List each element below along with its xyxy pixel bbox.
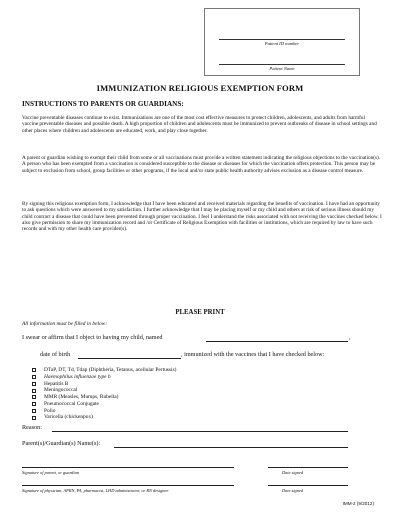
reason-field[interactable] — [52, 431, 348, 432]
dob-label: date of birth — [40, 351, 71, 358]
vaccine-label: Polio — [44, 407, 56, 414]
vaccine-item-dtap — [32, 367, 176, 374]
paragraph-intro: Vaccine preventable diseases continue to exist. Immunizations are one of the most cost effective measures to protect children, adolescents, and adults from harmful vaccine preventable diseases and possible death. A high proportion of children and adolescents must be immunized to prevent outbreaks of disease in school settings and other places where children and adolescents are educated, work, and play close together. — [22, 115, 377, 134]
vaccine-label: Meningococcal — [44, 387, 78, 394]
patient-id-line[interactable] — [219, 39, 345, 40]
physician-signature-field[interactable] — [22, 485, 234, 486]
affirm-comma: , — [349, 334, 351, 341]
vaccine-label: Haemophilus influenzae type b — [44, 373, 111, 380]
paragraph-acknowledgement: By signing this religious exemption form, I acknowledge that I have been educated and received materials regarding the benefits of vaccination. I have had an opportunity to ask questions which were answered to my satisfaction. I further acknowledge that I may be placing myself or my child and others at risk of serious illness should my child contract a disease that could have been prevented through proper vaccination. I feel I understand the risks associated with not receiving the vaccines checked below. I also give permission to share my immunization record and /or Certificate of Religious Exemption with facilities or institutions, which are required by law to have such records and with my other health care provider(s). — [22, 201, 382, 233]
vaccine-item-pneumococcal — [32, 401, 176, 408]
reason-label: Reason: — [22, 424, 42, 431]
dob-field[interactable] — [78, 358, 181, 359]
checkbox[interactable] — [32, 375, 36, 379]
patient-name-label: Patient Name — [269, 66, 295, 71]
form-code-footer: IMM-2 (9/2012) — [342, 501, 374, 506]
paragraph-exemption: A parent or guardian wishing to exempt their child from some or all vaccinations must provide a written statement indicating the religious objections to the vaccination(s). A person who has been exempted from a vaccination is considered susceptible to the disease or diseases for which the vaccination offers protection. This person may be subject to exclusion from school, group facilities or other programs, if the local and/or state public health authority advises exclusion as a disease control measure. — [22, 155, 381, 174]
vaccine-item-meningococcal — [32, 387, 176, 394]
parent-date-label: Date signed — [282, 470, 304, 475]
checkbox[interactable] — [32, 395, 36, 399]
vaccine-list — [32, 367, 176, 421]
all-info-note: All information must be filled in below: — [22, 321, 108, 327]
patient-name-line[interactable] — [219, 64, 345, 65]
patient-id-label: Patient ID number — [264, 41, 300, 46]
checkbox[interactable] — [32, 416, 36, 420]
child-name-field[interactable] — [206, 341, 348, 342]
form-title: IMMUNIZATION RELIGIOUS EXEMPTION FORM — [96, 83, 304, 93]
vaccine-label: Varicella (chickenpox) — [44, 414, 93, 421]
vaccine-item-hepb — [32, 381, 176, 388]
instructions-heading: INSTRUCTIONS TO PARENTS OR GUARDIANS: — [22, 100, 184, 108]
checkbox[interactable] — [32, 368, 36, 372]
vaccine-label: Hepatitis B — [44, 380, 69, 387]
immunized-text: , immunized with the vaccines that I have checked below: — [181, 351, 325, 358]
patient-info-box — [204, 8, 360, 76]
checkbox[interactable] — [32, 389, 36, 393]
vaccine-label: Pneumococcal Conjugate — [44, 400, 99, 407]
parent-name-field[interactable] — [114, 447, 348, 448]
physician-date-field[interactable] — [268, 485, 348, 486]
vaccine-label: MMR (Measles, Mumps, Rubella) — [44, 394, 119, 400]
parent-signature-label: Signature of parent, or guardian — [22, 470, 79, 475]
physician-date-label: Date signed — [282, 488, 304, 493]
checkbox[interactable] — [32, 409, 36, 413]
please-print-heading: PLEASE PRINT — [175, 309, 225, 316]
vaccine-item-hib — [32, 374, 176, 381]
parent-label: Parent(s)/Guardian(s) Name(s): — [22, 440, 101, 447]
checkbox[interactable] — [32, 402, 36, 406]
parent-signature-field[interactable] — [22, 467, 234, 468]
vaccine-item-mmr — [32, 394, 176, 401]
physician-signature-label: Signature of physician, APRN, PA, pharmacist, LHD administrator, or RN designee — [22, 488, 169, 493]
vaccine-item-varicella — [32, 414, 176, 421]
vaccine-label: DTaP, DT, Td, Tdap (Diphtheria, Tetanus, acellular Pertussis) — [44, 367, 177, 373]
affirm-text: I swear or affirm that I object to having my child, named — [22, 334, 163, 341]
parent-date-field[interactable] — [268, 467, 348, 468]
checkbox[interactable] — [32, 382, 36, 386]
